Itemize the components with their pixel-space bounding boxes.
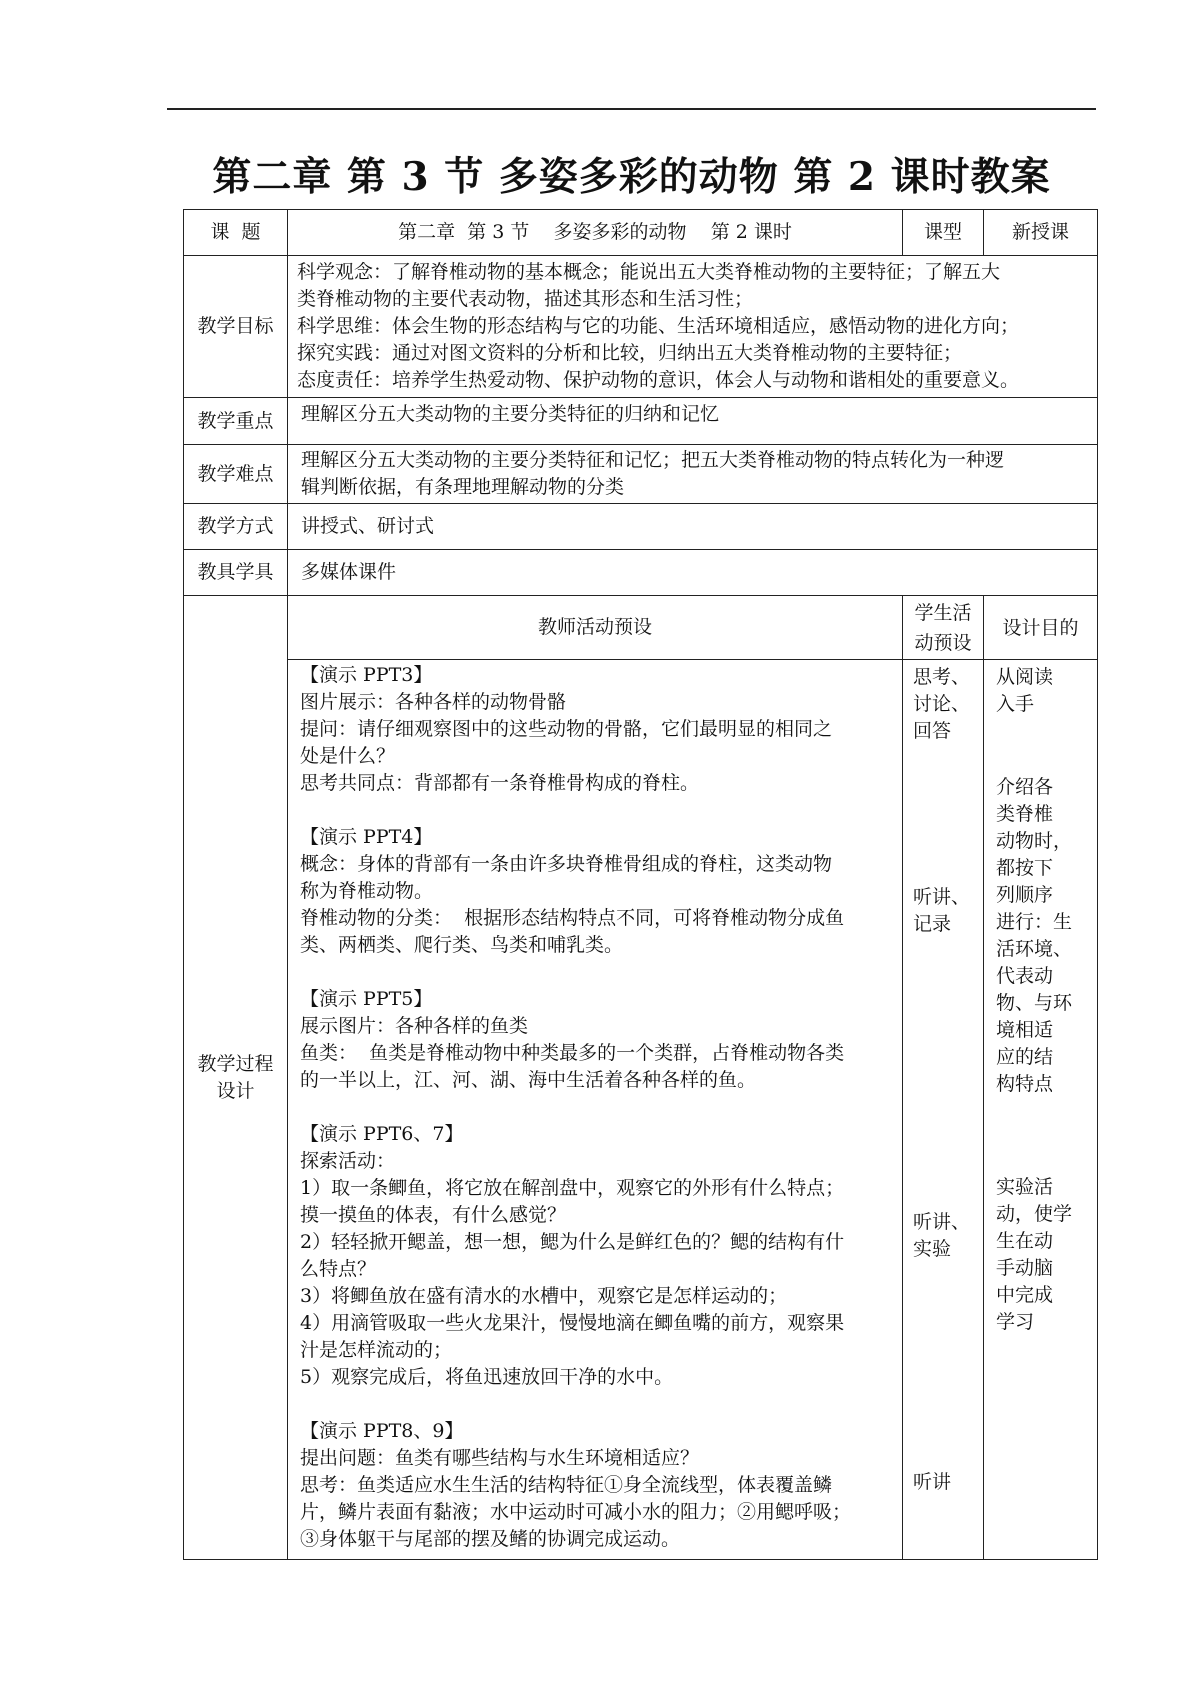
teacher-line: 的一半以上，江、河、湖、海中生活着各种各样的鱼。 xyxy=(300,1069,757,1091)
teacher-line: 图片展示：各种各样的动物骨骼 xyxy=(300,691,567,713)
purpose-note xyxy=(996,1174,1093,1336)
teacher-line: 【演示 PPT8、9】 xyxy=(300,1420,464,1442)
difficulty-line: 理解区分五大类动物的主要分类特征和记忆；把五大类脊椎动物的特点转化为一种逻 xyxy=(301,449,1005,471)
teacher-line: 么特点？ xyxy=(300,1258,377,1280)
goals-line: 科学观念：了解脊椎动物的基本概念；能说出五大类脊椎动物的主要特征；了解五大 xyxy=(297,261,1001,283)
student-line: 讨论、 xyxy=(913,693,971,715)
goals-line: 态度责任：培养学生热爱动物、保护动物的意识，体会人与动物和谐相处的重要意义。 xyxy=(297,369,1020,391)
label-lesson-type: 课型 xyxy=(903,210,984,256)
method-value: 讲授式、研讨式 xyxy=(288,504,1098,550)
lesson-plan-table xyxy=(183,209,1098,1560)
difficulty-content xyxy=(288,445,1098,504)
student-line: 听讲、 xyxy=(913,886,971,908)
teacher-line: 【演示 PPT3】 xyxy=(300,664,433,686)
teacher-line: 脊椎动物的分类： 根据形态结构特点不同，可将脊椎动物分成鱼 xyxy=(300,907,845,929)
teacher-line: 1）取一条鲫鱼，将它放在解剖盘中，观察它的外形有什么特点； xyxy=(300,1177,845,1199)
topic-value: 第二章 第 3 节 多姿多彩的动物 第 2 课时 xyxy=(288,210,903,256)
purpose-line: 物、与环 xyxy=(996,992,1073,1014)
purpose-line: 实验活 xyxy=(996,1176,1054,1198)
row-tools xyxy=(184,550,1098,596)
label-topic: 课 题 xyxy=(184,210,288,256)
teacher-line: 【演示 PPT4】 xyxy=(300,826,433,848)
purpose-line: 应的结 xyxy=(996,1046,1054,1068)
student-note xyxy=(913,1209,979,1469)
teacher-line: 片，鳞片表面有黏液；水中运动时可减小水的阻力；②用鳃呼吸； xyxy=(300,1501,852,1523)
row-process-header xyxy=(184,596,1098,660)
purpose-line: 境相适 xyxy=(996,1019,1054,1041)
tools-value: 多媒体课件 xyxy=(288,550,1098,596)
label-process xyxy=(184,596,288,1560)
purpose-line: 动，使学 xyxy=(996,1203,1073,1225)
teacher-line: 探索活动： xyxy=(300,1150,396,1172)
student-activity-content xyxy=(903,660,984,1560)
teacher-line: 思考共同点：背部都有一条脊椎骨构成的脊柱。 xyxy=(300,772,700,794)
student-note xyxy=(913,664,979,884)
purpose-note xyxy=(996,664,1093,774)
row-topic xyxy=(184,210,1098,256)
teacher-line: 展示图片：各种各样的鱼类 xyxy=(300,1015,529,1037)
row-process-body xyxy=(184,660,1098,1560)
design-purpose-content xyxy=(984,660,1098,1560)
label-key-point: 教学重点 xyxy=(184,398,288,445)
teacher-line: 鱼类： 鱼类是脊椎动物中种类最多的一个类群，占脊椎动物各类 xyxy=(300,1042,845,1064)
teacher-line: 2）轻轻掀开鳃盖，想一想，鳃为什么是鲜红色的？鳃的结构有什 xyxy=(300,1231,845,1253)
teacher-line: 3）将鲫鱼放在盛有清水的水槽中，观察它是怎样运动的； xyxy=(300,1285,788,1307)
student-line: 思考、 xyxy=(913,666,971,688)
teacher-line: 称为脊椎动物。 xyxy=(300,880,434,902)
header-rule xyxy=(167,108,1096,110)
teacher-line: 4）用滴管吸取一些火龙果汁，慢慢地滴在鲫鱼嘴的前方，观察果 xyxy=(300,1312,845,1334)
purpose-line: 手动脑 xyxy=(996,1257,1054,1279)
student-note xyxy=(913,1469,979,1496)
header-teacher-activity: 教师活动预设 xyxy=(288,596,903,660)
teacher-activity-content xyxy=(288,660,903,1560)
purpose-note xyxy=(996,774,1093,1174)
lesson-type-value: 新授课 xyxy=(984,210,1098,256)
purpose-line: 进行：生 xyxy=(996,911,1073,933)
purpose-line: 构特点 xyxy=(996,1073,1054,1095)
teacher-line: 处是什么？ xyxy=(300,745,396,767)
teacher-line: 【演示 PPT5】 xyxy=(300,988,433,1010)
goals-line: 探究实践：通过对图文资料的分析和比较，归纳出五大类脊椎动物的主要特征； xyxy=(297,342,963,364)
purpose-line: 入手 xyxy=(996,693,1035,715)
student-line: 实验 xyxy=(913,1238,952,1260)
document-title: 第二章 第 3 节 多姿多彩的动物 第 2 课时教案 xyxy=(212,154,1051,200)
purpose-line: 生在动 xyxy=(996,1230,1054,1252)
row-goals xyxy=(184,256,1098,398)
student-line: 记录 xyxy=(913,913,952,935)
teacher-line: 类、两栖类、爬行类、鸟类和哺乳类。 xyxy=(300,934,624,956)
teacher-line: 摸一摸鱼的体表，有什么感觉？ xyxy=(300,1204,567,1226)
purpose-line: 从阅读 xyxy=(996,666,1054,688)
purpose-line: 类脊椎 xyxy=(996,803,1054,825)
difficulty-line: 辑判断依据，有条理地理解动物的分类 xyxy=(301,476,625,498)
goals-content xyxy=(288,256,1098,398)
row-key-point xyxy=(184,398,1098,445)
header-student-activity: 学生活动预设 xyxy=(903,596,984,660)
teacher-line: 提出问题：鱼类有哪些结构与水生环境相适应？ xyxy=(300,1447,700,1469)
teacher-line: 汁是怎样流动的； xyxy=(300,1339,453,1361)
process-label-line: 教学过程 xyxy=(197,1052,274,1075)
teacher-line: 思考：鱼类适应水生生活的结构特征①身全流线型，体表覆盖鳞 xyxy=(300,1474,833,1496)
student-line: 听讲 xyxy=(913,1471,952,1493)
label-method: 教学方式 xyxy=(184,504,288,550)
process-label-line: 设计 xyxy=(216,1079,255,1102)
purpose-line: 列顺序 xyxy=(996,884,1054,906)
key-point-value: 理解区分五大类动物的主要分类特征的归纳和记忆 xyxy=(288,398,1098,445)
student-line: 回答 xyxy=(913,720,952,742)
label-tools: 教具学具 xyxy=(184,550,288,596)
purpose-line: 活环境、 xyxy=(996,938,1073,960)
purpose-line: 中完成 xyxy=(996,1284,1054,1306)
teacher-line: ③身体躯干与尾部的摆及鳍的协调完成运动。 xyxy=(300,1528,681,1550)
student-line: 听讲、 xyxy=(913,1211,971,1233)
label-difficulty: 教学难点 xyxy=(184,445,288,504)
purpose-line: 代表动 xyxy=(996,965,1054,987)
goals-line: 科学思维：体会生物的形态结构与它的功能、生活环境相适应，感悟动物的进化方向； xyxy=(297,315,1020,337)
teacher-line: 概念：身体的背部有一条由许多块脊椎骨组成的脊柱，这类动物 xyxy=(300,853,833,875)
goals-line: 类脊椎动物的主要代表动物，描述其形态和生活习性； xyxy=(297,288,754,310)
purpose-line: 动物时， xyxy=(996,830,1073,852)
student-note xyxy=(913,884,979,1209)
teacher-line: 提问：请仔细观察图中的这些动物的骨骼，它们最明显的相同之 xyxy=(300,718,833,740)
purpose-line: 学习 xyxy=(996,1311,1035,1333)
purpose-line: 都按下 xyxy=(996,857,1054,879)
purpose-line: 介绍各 xyxy=(996,776,1054,798)
label-goals: 教学目标 xyxy=(184,256,288,398)
row-method xyxy=(184,504,1098,550)
row-difficulty xyxy=(184,445,1098,504)
teacher-line: 5）观察完成后，将鱼迅速放回干净的水中。 xyxy=(300,1366,674,1388)
teacher-line: 【演示 PPT6、7】 xyxy=(300,1123,464,1145)
header-design-purpose: 设计目的 xyxy=(984,596,1098,660)
